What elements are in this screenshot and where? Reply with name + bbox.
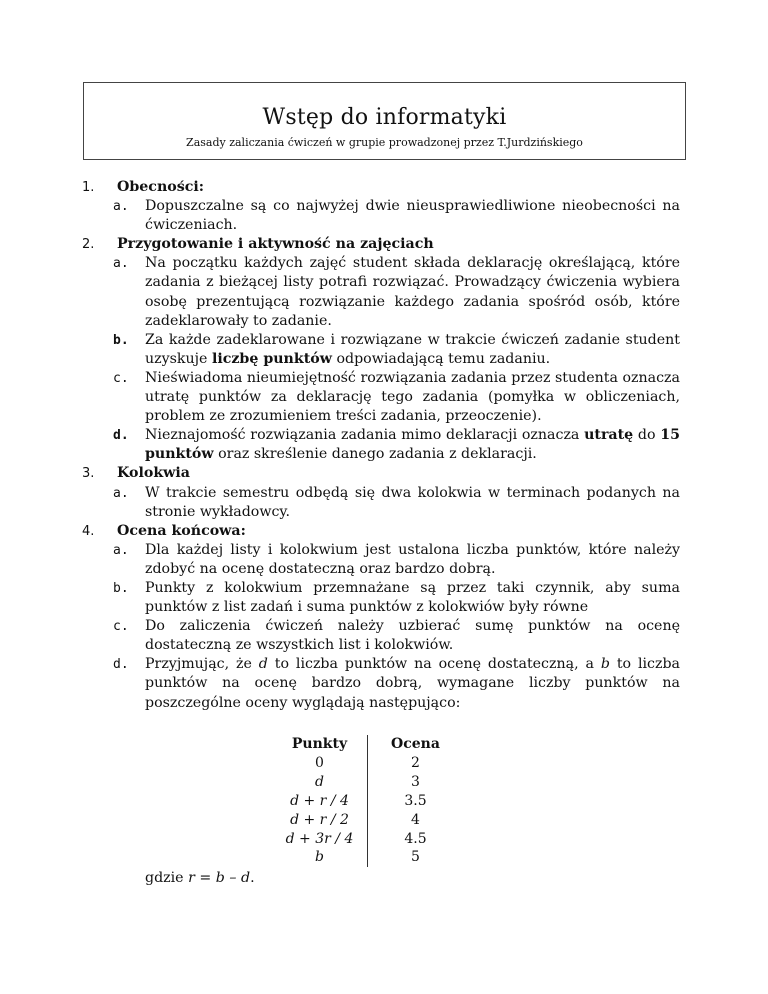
item-text-part: do <box>633 427 661 444</box>
item-text-bold: utratę <box>584 427 634 444</box>
table-cell-var: d + r / 2 <box>290 811 349 828</box>
table-cell-var: b <box>315 849 324 866</box>
section-1 <box>80 178 680 197</box>
list-item <box>113 617 680 655</box>
section-number: 4. <box>82 523 95 539</box>
list-item <box>113 369 680 426</box>
table-header: Punkty <box>272 735 368 754</box>
section-title: Kolokwia <box>117 465 190 482</box>
table-cell <box>272 848 368 867</box>
list-item <box>113 197 680 235</box>
section-4 <box>80 522 680 541</box>
item-text: Dopuszczalne są co najwyżej dwie nieusprawiedliwione nieobecności na ćwiczeniach. <box>145 198 680 234</box>
item-text-bold: 15 punktów <box>145 427 680 463</box>
note-formula: r = b – d <box>188 870 251 886</box>
table-cell: 5 <box>411 849 420 866</box>
section-title: Przygotowanie i aktywność na zajęciach <box>117 236 434 253</box>
item-letter: d. <box>113 428 129 444</box>
table-cell: 2 <box>411 754 420 771</box>
item-text-part: Przyjmując, że <box>145 656 259 673</box>
item-text: Nieświadoma nieumiejętność rozwiązania zadania przez studenta oznacza utratę punktów za deklarację tego zadania (pomyłka w obliczeniach, problem ze zrozumieniem treści zadania, przeoczenie). <box>145 369 680 425</box>
section-number: 3. <box>82 466 95 482</box>
item-text-part: to liczba punktów na ocenę bardzo dobrą, wymagane liczby punktów na poszczególne oceny wyglądają następująco: <box>145 656 681 711</box>
item-text-part: Nieznajomość rozwiązania zadania mimo deklaracji oznacza <box>145 427 585 444</box>
table-cell: 3 <box>411 773 420 790</box>
item-letter: a. <box>113 485 129 501</box>
table-cell-var: d + 3r / 4 <box>285 830 354 847</box>
table-cell-var: d + r / 4 <box>290 792 349 809</box>
list-item <box>113 579 680 617</box>
table-cell <box>272 792 368 811</box>
list-item <box>113 484 680 522</box>
table-cell: 4.5 <box>404 830 427 847</box>
item-text-var: b <box>600 656 610 673</box>
item-letter: b. <box>113 580 129 596</box>
page-subtitle: Zasady zaliczania ćwiczeń w grupie prowadzonej przez T.Jurdzińskiego <box>186 136 583 149</box>
note-text: . <box>250 870 255 886</box>
section-2 <box>80 235 680 254</box>
table-row <box>272 811 463 830</box>
list-item <box>113 254 680 330</box>
list-item <box>113 655 680 712</box>
table-cell: 3.5 <box>404 792 427 809</box>
table-row <box>272 773 463 792</box>
item-letter: a. <box>113 542 129 558</box>
item-letter: c. <box>113 619 129 635</box>
item-text-part: odpowiadającą temu zadaniu. <box>331 350 551 367</box>
table-cell: 0 <box>272 754 368 773</box>
table-cell <box>272 773 368 792</box>
item-text-part: oraz skreślenie danego zadania z deklaracji. <box>213 446 537 463</box>
table-row <box>272 754 463 773</box>
table-cell: 4 <box>411 811 420 828</box>
table-header-row <box>272 735 463 754</box>
item-text <box>145 426 680 464</box>
table-row <box>272 792 463 811</box>
item-text: Na początku każdych zajęć student składa deklarację określającą, które zadania z bieżącej listy potrafi rozwiązać. Prowadzący ćwiczenia wybiera osobę prezentującą rozwiązanie każdego zadania spośród osób, które zadeklarowały to zadanie. <box>145 255 680 329</box>
item-letter: a. <box>113 256 129 272</box>
item-text <box>145 655 680 712</box>
note-text: gdzie <box>145 870 189 886</box>
list-item <box>113 331 680 369</box>
title-box <box>83 82 686 160</box>
item-text: Do zaliczenia ćwiczeń należy uzbierać sumę punktów na ocenę dostateczną ze wszystkich list i kolokwiów. <box>145 618 680 654</box>
table-header: Ocena <box>391 736 440 752</box>
list-item <box>113 426 680 464</box>
page-title: Wstęp do informatyki <box>262 105 507 130</box>
item-text-var: d <box>258 656 268 673</box>
item-text <box>145 331 680 369</box>
table-cell <box>272 830 368 849</box>
item-text-bold: liczbę punktów <box>211 350 332 367</box>
section-title: Ocena końcowa: <box>117 522 246 539</box>
item-letter: c. <box>113 370 129 386</box>
section-3 <box>80 464 680 483</box>
item-letter: a. <box>113 199 129 215</box>
item-text-part: to liczba punktów na ocenę dostateczną, a <box>267 656 601 673</box>
item-letter: d. <box>113 657 129 673</box>
item-letter: b. <box>113 332 129 348</box>
item-text: Punkty z kolokwium przemnażane są przez taki czynnik, aby suma punktów z list zadań i suma punktów z kolokwiów były równe <box>145 579 680 616</box>
grades-table <box>272 735 463 867</box>
table-row <box>272 848 463 867</box>
formula-note <box>145 870 255 886</box>
table-cell-var: d <box>315 773 324 790</box>
item-text: W trakcie semestru odbędą się dwa kolokwia w terminach podanych na stronie wykładowcy. <box>145 484 680 520</box>
section-number: 2. <box>82 237 95 253</box>
list-item <box>113 541 680 579</box>
item-text: Dla każdej listy i kolokwium jest ustalona liczba punktów, które należy zdobyć na ocenę dostateczną oraz bardzo dobrą. <box>145 541 680 577</box>
rules-list <box>80 178 680 713</box>
item-text-part: Za każde zadeklarowane i rozwiązane w trakcie ćwiczeń zadanie student uzyskuje <box>145 331 680 367</box>
section-number: 1. <box>82 180 95 195</box>
table-cell <box>272 811 368 830</box>
section-title: Obecności: <box>117 179 204 195</box>
table-row <box>272 830 463 849</box>
